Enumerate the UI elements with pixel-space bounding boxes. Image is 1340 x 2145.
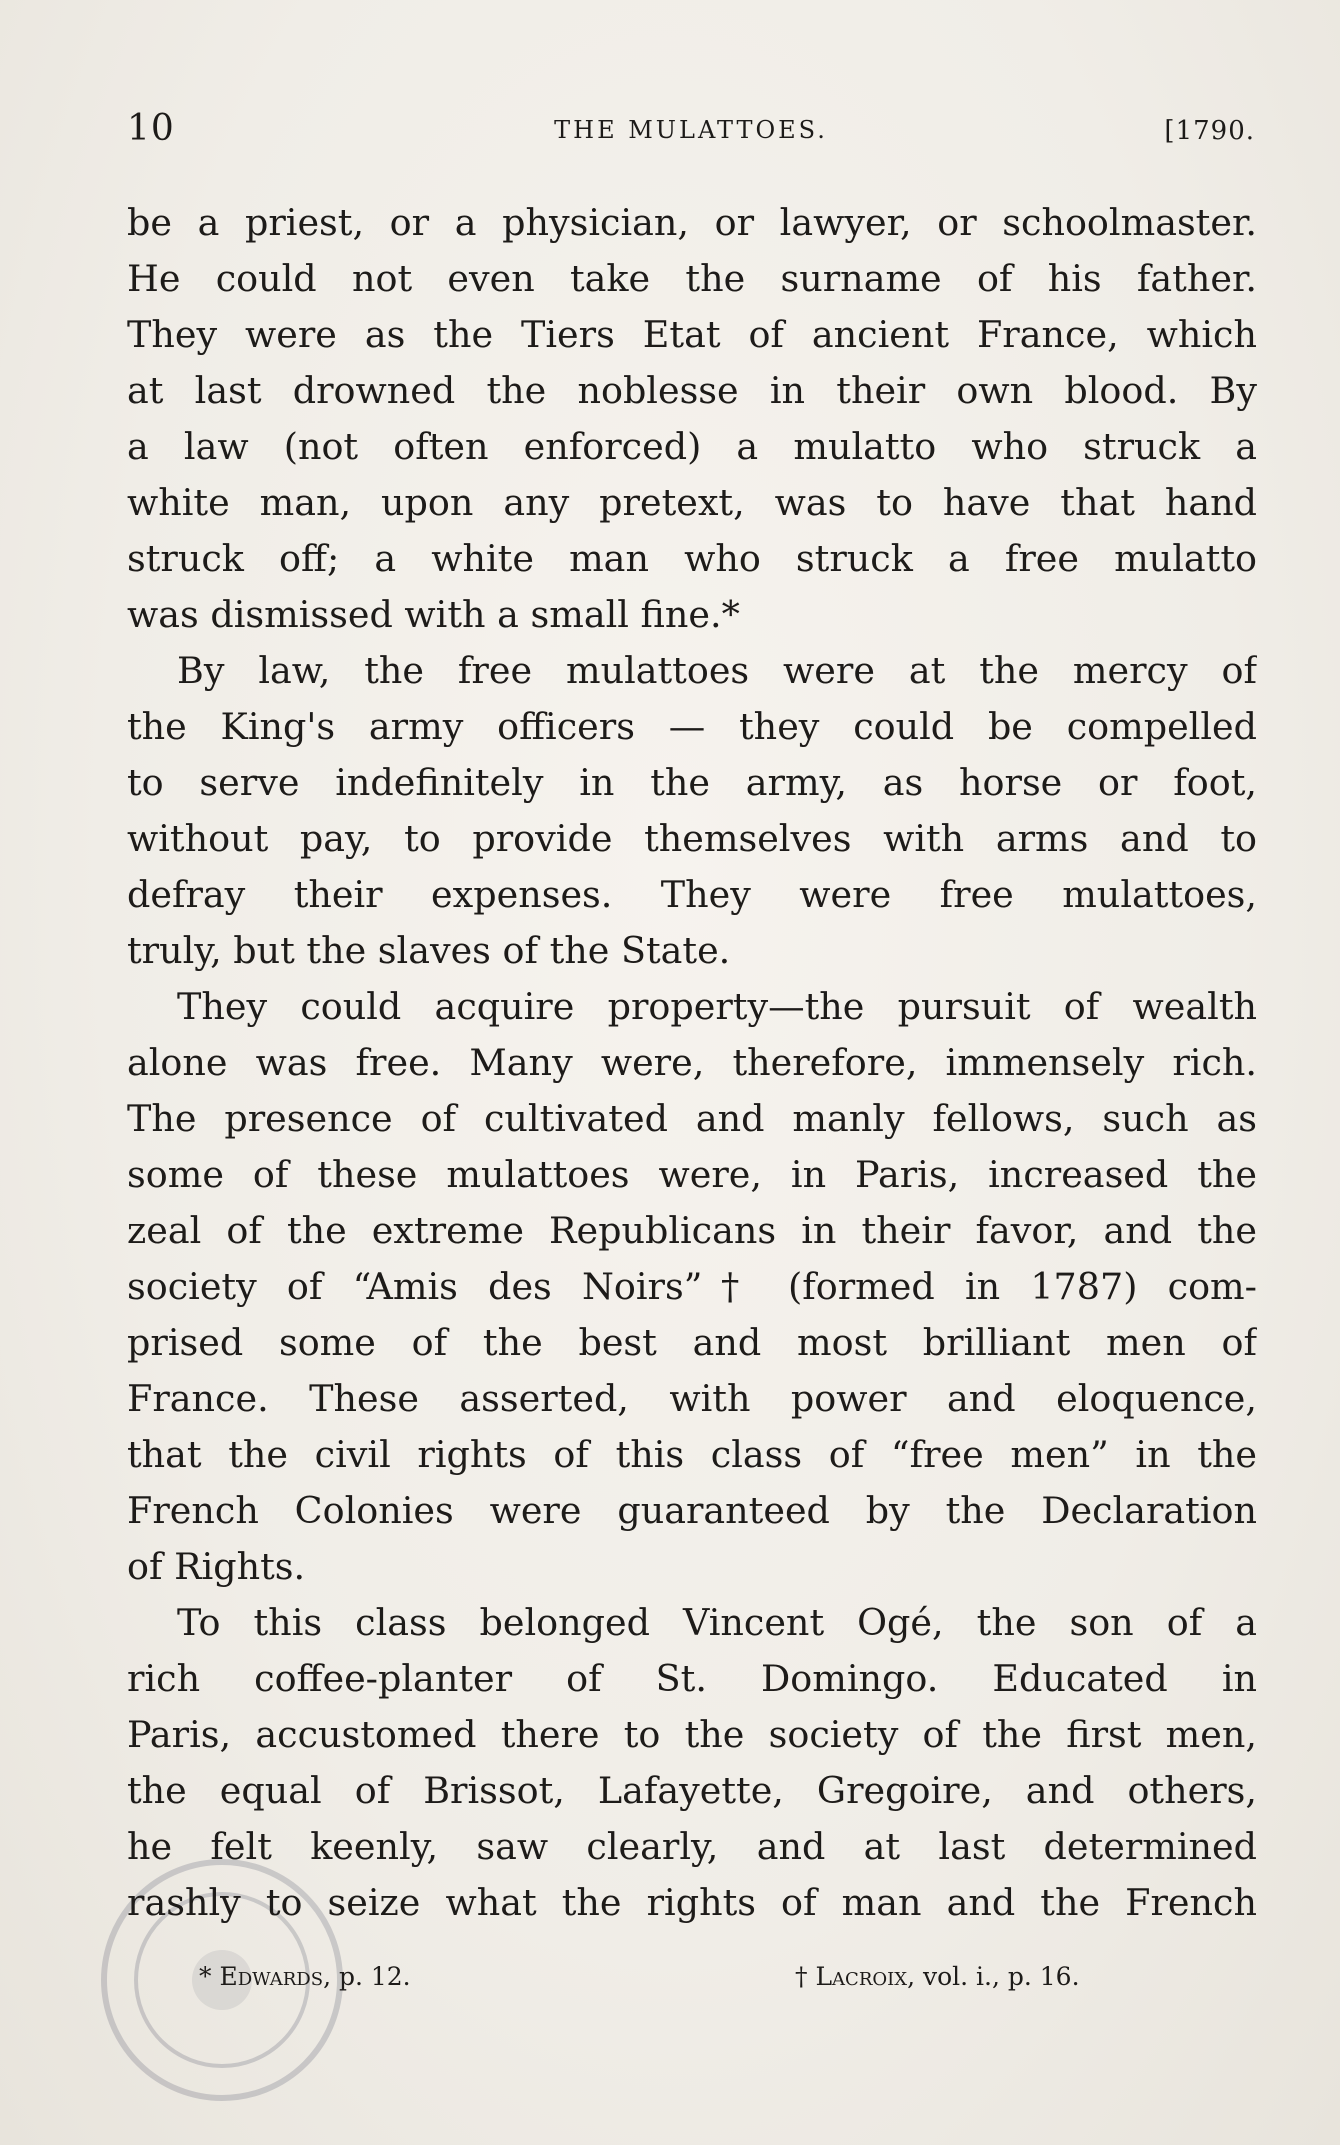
text-line: They were as the Tiers Etat of ancient France, which [127, 313, 1257, 356]
text-line: By law, the free mulattoes were at the mercy of [177, 649, 1257, 692]
text-line: at last drowned the noblesse in their own blood. By [127, 369, 1257, 412]
footnote-lacroix [795, 1962, 1080, 1991]
text-line: To this class belonged Vincent Ogé, the son of a [177, 1601, 1257, 1644]
text-line: rich coffee-planter of St. Domingo. Educated in [127, 1657, 1257, 1700]
text-line: prised some of the best and most brilliant men of [127, 1321, 1257, 1364]
text-line: struck off; a white man who struck a free mulatto [127, 537, 1257, 580]
footnote-marker: * [199, 1962, 212, 1991]
footnote-author: Edwards [219, 1962, 324, 1991]
text-line: be a priest, or a physician, or lawyer, or schoolmaster. [127, 201, 1257, 244]
text-line: that the civil rights of this class of “free men” in the [127, 1433, 1257, 1476]
text-line: he felt keenly, saw clearly, and at last determined [127, 1825, 1257, 1868]
text-line: of Rights. [127, 1545, 306, 1588]
text-line: truly, but the slaves of the State. [127, 929, 731, 972]
text-line: alone was free. Many were, therefore, immensely rich. [127, 1041, 1257, 1084]
paragraph-2 [127, 643, 1257, 979]
text-line: rashly to seize what the rights of man and the French [127, 1881, 1257, 1924]
footnote-marker: † [795, 1962, 808, 1991]
text-line: France. These asserted, with power and eloquence, [127, 1377, 1257, 1420]
text-line: defray their expenses. They were free mulattoes, [127, 873, 1257, 916]
footnote-ref: , vol. i., p. 16. [907, 1962, 1080, 1991]
footnote-ref: , p. 12. [323, 1962, 411, 1991]
text-line: some of these mulattoes were, in Paris, increased the [127, 1153, 1257, 1196]
text-line: a law (not often enforced) a mulatto who struck a [127, 425, 1257, 468]
footnotes [127, 1962, 1257, 2002]
text-line: was dismissed with a small fine.* [127, 593, 740, 636]
page-number: 10 [127, 108, 175, 149]
text-line: without pay, to provide themselves with arms and to [127, 817, 1257, 860]
running-head [127, 108, 1255, 158]
text-line: the equal of Brissot, Lafayette, Gregoire, and others, [127, 1769, 1257, 1812]
text-line: French Colonies were guaranteed by the Declaration [127, 1489, 1257, 1532]
running-title: THE MULATTOES. [554, 116, 828, 144]
text-line: They could acquire property—the pursuit of wealth [177, 985, 1257, 1028]
text-line: the King's army officers — they could be compelled [127, 705, 1257, 748]
text-line: to serve indefinitely in the army, as horse or foot, [127, 761, 1257, 804]
text-line: Paris, accustomed there to the society of the first men, [127, 1713, 1257, 1756]
text-line: zeal of the extreme Republicans in their favor, and the [127, 1209, 1257, 1252]
footnote-edwards [199, 1962, 411, 1991]
text-line: white man, upon any pretext, was to have that hand [127, 481, 1257, 524]
running-year: [1790. [1164, 116, 1255, 146]
body-text [127, 195, 1257, 1931]
text-line: society of “Amis des Noirs”† (formed in 1787) com- [127, 1265, 1257, 1308]
paragraph-1 [127, 195, 1257, 643]
paragraph-4 [127, 1595, 1257, 1931]
paragraph-3 [127, 979, 1257, 1595]
text-line: He could not even take the surname of his father. [127, 257, 1257, 300]
footnote-author: Lacroix [815, 1962, 908, 1991]
text-line: The presence of cultivated and manly fellows, such as [127, 1097, 1257, 1140]
